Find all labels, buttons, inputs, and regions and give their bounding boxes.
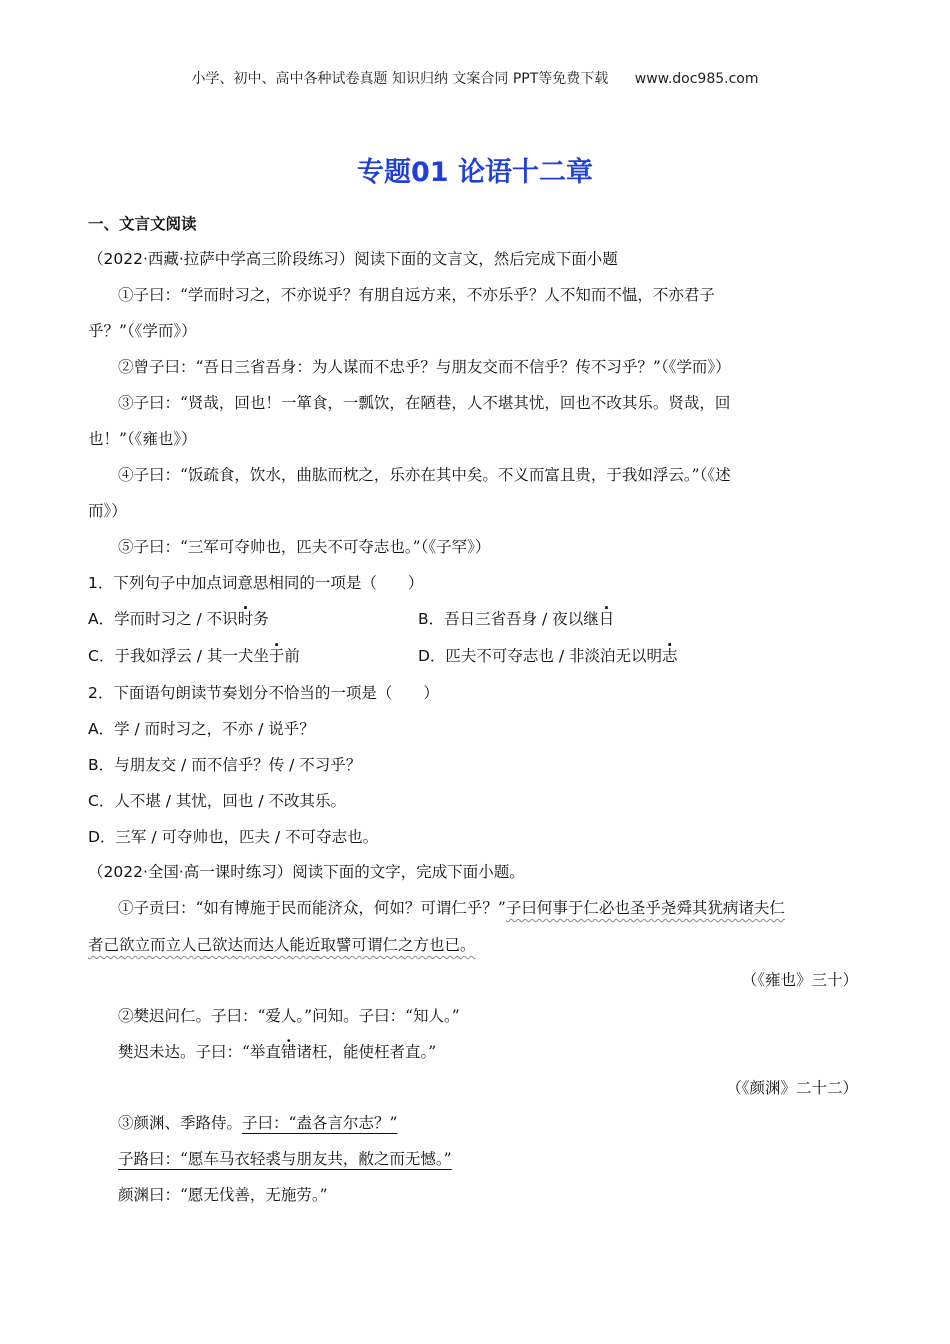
passage1-line: 乎？”（《学而》）: [88, 322, 197, 340]
question2-option-b[interactable]: B．与朋友交 / 而不信乎？传 / 不习乎？: [88, 756, 362, 774]
question1-option-d[interactable]: [418, 646, 678, 666]
emphasis-dot: 错: [280, 1043, 297, 1061]
passage1-line: ⑤子曰：“三军可夺帅也，匹夫不可夺志也。”（《子罕》）: [118, 538, 491, 556]
wavy-underlined-text: 子曰何事于仁必也圣乎尧舜其犹病诸夫仁: [505, 899, 785, 917]
passage2-line: [88, 935, 476, 955]
passage2-line: [118, 1113, 397, 1133]
passage2-text: ①子贡曰：“如有博施于民而能济众，何如？可谓仁乎？”: [118, 899, 506, 917]
emphasis-dot: 日: [598, 610, 615, 628]
emphasis-dot: 于: [268, 647, 285, 665]
header-text: 小学、初中、高中各种试卷真题 知识归纳 文案合同 PPT等免费下载: [191, 71, 609, 87]
question2-option-d[interactable]: D．三军 / 可夺帅也，匹夫 / 不可夺志也。: [88, 828, 379, 846]
question1-option-c[interactable]: [88, 646, 300, 666]
wavy-underlined-text: 者己欲立而立人己欲达而达人能近取譬可谓仁之方也已。: [88, 936, 476, 954]
page-header: [0, 68, 950, 88]
passage2-line: 樊迟未达。子曰：“举直错诸枉，能使枉者直。”: [118, 1043, 437, 1061]
question2-option-a[interactable]: A．学 / 而时习之，不亦 / 说乎？: [88, 720, 315, 738]
section-heading: 一、文言文阅读: [88, 215, 197, 233]
passage2-line: 颜渊曰：“愿无伐善，无施劳。”: [118, 1186, 328, 1204]
question1-option-a[interactable]: [88, 609, 269, 629]
passage1-line: ③子曰：“贤哉，回也！一箪食，一瓢饮，在陋巷，人不堪其忧，回也不改其乐。贤哉，回: [118, 394, 731, 412]
question1-stem: 1．下列句子中加点词意思相同的一项是（ ）: [88, 574, 424, 592]
page-title: 专题01 论语十二章: [357, 157, 593, 188]
option-label: B．吾日三省吾身 / 夜以继日: [418, 610, 615, 628]
underlined-text: 子路曰：“愿车马衣轻裘与朋友共，敝之而无憾。”: [118, 1150, 452, 1168]
underlined-text: 子曰：“盍各言尔志？”: [242, 1114, 398, 1132]
option-label: C．于我如浮云 / 其一犬坐于前: [88, 647, 300, 665]
question2-stem: 2．下面语句朗读节奏划分不恰当的一项是（ ）: [88, 684, 439, 702]
option-label: A．学而时习之 / 不识时务: [88, 610, 269, 628]
option-label: D．匹夫不可夺志也 / 非淡泊无以明志: [418, 647, 678, 665]
passage1-line: 而》）: [88, 502, 127, 520]
passage2-line: ②樊迟问仁。子曰：“爱人。”问知。子曰：“知人。”: [118, 1007, 460, 1025]
question1-option-b[interactable]: [418, 609, 614, 629]
emphasis-dot: 志: [662, 647, 678, 665]
source-note: （《雍也》三十）: [741, 971, 858, 989]
passage1-line: ④子曰：“饭疏食，饮水，曲肱而枕之，乐亦在其中矣。不义而富且贵，于我如浮云。”（《述: [118, 466, 731, 484]
passage2-intro: （2022·全国·高一课时练习）阅读下面的文字，完成下面小题。: [88, 863, 525, 881]
emphasis-dot: 时: [237, 610, 254, 628]
passage1-intro: （2022·西藏·拉萨中学高三阶段练习）阅读下面的文言文，然后完成下面小题: [88, 250, 618, 268]
passage2-text: ③颜渊、季路侍。: [118, 1114, 243, 1132]
passage2-line: [118, 898, 785, 918]
source-note: （《颜渊》二十二）: [726, 1079, 858, 1097]
passage1-line: 也！”（《雍也》）: [88, 430, 197, 448]
passage1-line: ①子曰：“学而时习之，不亦说乎？有朋自远方来，不亦乐乎？人不知而不愠，不亦君子: [118, 286, 715, 304]
passage2-line: [118, 1149, 452, 1169]
header-url[interactable]: www.doc985.com: [634, 71, 759, 87]
passage1-line: ②曾子曰：“吾日三省吾身：为人谋而不忠乎？与朋友交而不信乎？传不习乎？”（《学而》）: [118, 358, 731, 376]
question2-option-c[interactable]: C．人不堪 / 其忧，回也 / 不改其乐。: [88, 792, 346, 810]
